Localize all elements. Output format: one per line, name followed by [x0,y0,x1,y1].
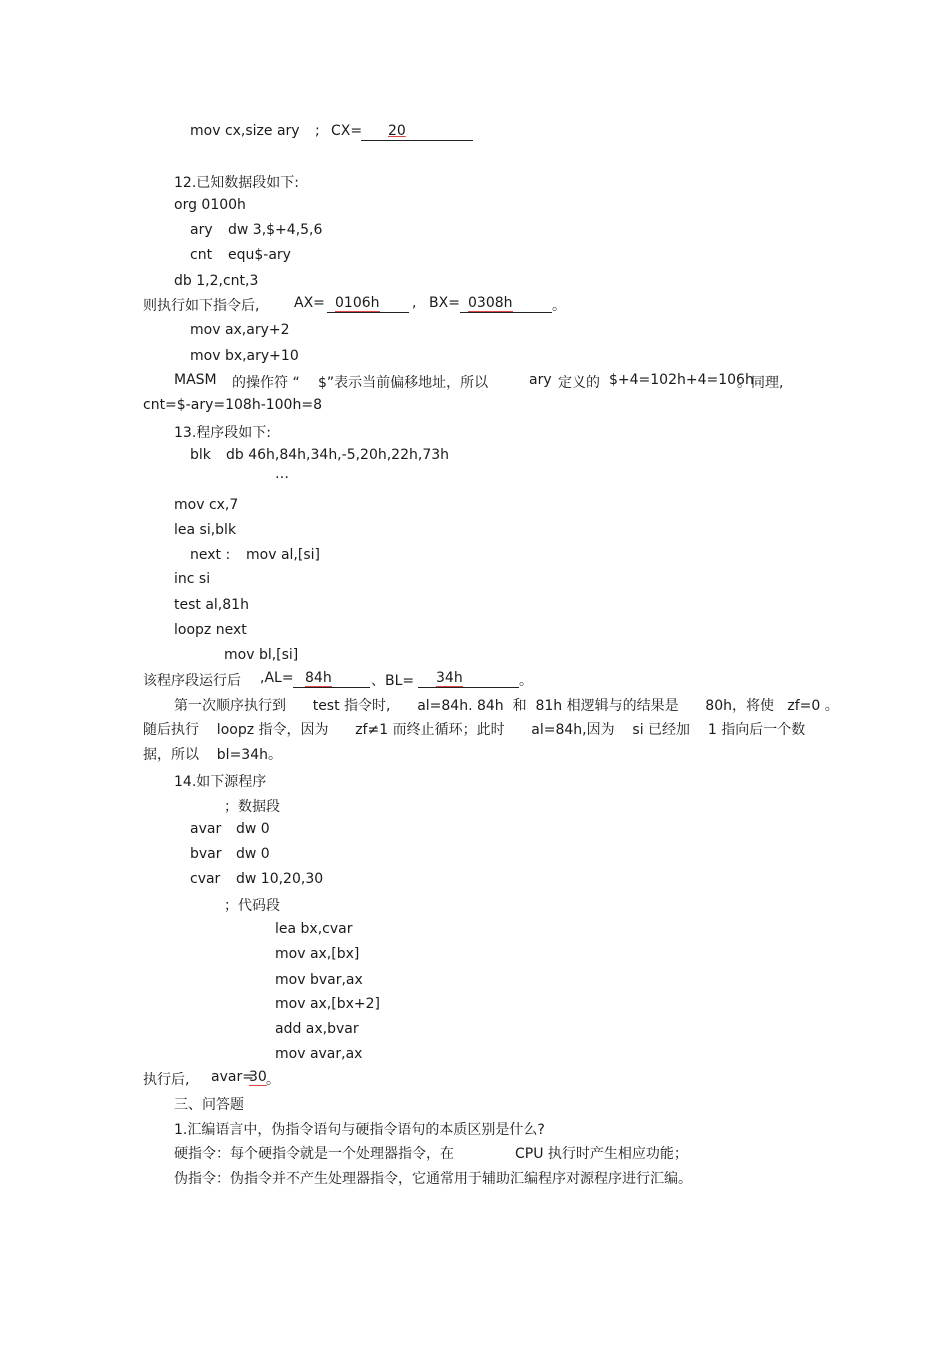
code-line: lea bx,cvar [275,921,353,937]
code-line: mov bl,[si] [224,647,299,663]
answer-label: ,AL= [260,670,294,686]
explanation-text: 的操作符 “ [232,375,300,391]
answer-blank [460,295,552,313]
code-line: lea si,blk [174,522,237,538]
explanation-text: 定义的 [558,375,600,391]
question-heading: 13.程序段如下: [174,425,271,441]
answer-value: 0308h [468,295,513,311]
code-line: test al,81h [174,597,249,613]
code-line: dw 0 [236,821,270,837]
explanation-text: ary [529,372,552,388]
answer-blank [293,670,370,688]
code-line: mov cx,7 [174,497,239,513]
code-line: mov ax,ary+2 [190,322,290,338]
code-line: mov ax,[bx+2] [275,996,380,1012]
code-line: mov bx,ary+10 [190,348,299,364]
explanation-text: $”表示当前偏移地址，所以 [318,375,489,391]
answer-label: avar= [211,1069,254,1085]
explanation-text: cnt=$-ary=108h-100h=8 [143,397,322,413]
code-line: equ$-ary [228,247,291,263]
answer-label: AX= [294,295,325,311]
code-label: avar [190,821,222,837]
code-line: mov bvar,ax [275,972,363,988]
explanation-text: MASM [174,372,217,388]
code-line: dw 0 [236,846,270,862]
answer-text: 伪指令：伪指令并不产生处理器指令，它通常用于辅助汇编程序对源程序进行汇编。 [174,1171,692,1187]
code-line: db 46h,84h,34h,-5,20h,22h,73h [226,447,450,463]
code-label: blk [190,447,211,463]
question-heading: 14.如下源程序 [174,774,267,790]
answer-value: 34h [436,670,463,686]
code-line: mov cx,size ary [190,123,300,139]
code-label: bvar [190,846,222,862]
code-comment: ；代码段 [224,898,280,914]
answer-text: 硬指令：每个硬指令就是一个处理器指令，在 [174,1146,454,1162]
explanation-text: 随后执行 loopz 指令，因为 zf≠1 而终止循环；此时 al=84h,因为 si 已经加 1 指向后一个数 [143,722,806,738]
answer-blank [327,295,409,313]
separator: , [412,295,417,311]
explanation-text: 据，所以 bl=34h。 [143,747,282,763]
question-heading: 1.汇编语言中，伪指令语句与硬指令语句的本质区别是什么? [174,1122,545,1138]
explanation-text: 第一次顺序执行到 test 指令时, al=84h. 84h 和 81h 相逻辑与的结果是 80h，将使 zf=0 。 [174,698,839,714]
code-comment: ；数据段 [224,799,280,815]
answer-value: 84h [305,670,332,686]
code-line: loopz next [174,622,247,638]
answer-label: CX= [331,123,363,139]
code-label: ary [190,222,213,238]
answer-blank [361,123,473,141]
code-line: dw 10,20,30 [236,871,324,887]
answer-text: CPU 执行时产生相应功能； [515,1146,688,1162]
answer-label: BX= [429,295,460,311]
question-text: 则执行如下指令后, [143,298,260,314]
answer-value: 30 [249,1069,267,1085]
answer-value: 20 [388,123,406,139]
separator: 。 [519,673,533,689]
question-heading: 12.已知数据段如下: [174,175,299,191]
answer-value: 0106h [335,295,380,311]
separator: 。 [266,1072,280,1088]
code-line: org 0100h [174,197,246,213]
code-line: mov avar,ax [275,1046,363,1062]
answer-blank [418,670,519,688]
separator: 。 [552,298,566,314]
ellipsis: … [275,466,289,482]
code-line: add ax,bvar [275,1021,359,1037]
code-label: next : [190,547,231,563]
comment-mark: ; [315,123,320,139]
code-line: inc si [174,571,211,587]
question-text: 执行后, [143,1072,190,1088]
explanation-text: 。同理, [737,375,784,391]
code-line: mov ax,[bx] [275,946,360,962]
answer-label: 、BL= [371,673,415,689]
question-text: 该程序段运行后 [143,673,241,689]
explanation-text: $+4=102h+4=106h [609,372,754,388]
section-heading: 三、问答题 [174,1097,244,1113]
code-label: cvar [190,871,221,887]
code-line: db 1,2,cnt,3 [174,273,259,289]
code-label: cnt [190,247,213,263]
code-line: dw 3,$+4,5,6 [228,222,323,238]
code-line: mov al,[si] [246,547,320,563]
